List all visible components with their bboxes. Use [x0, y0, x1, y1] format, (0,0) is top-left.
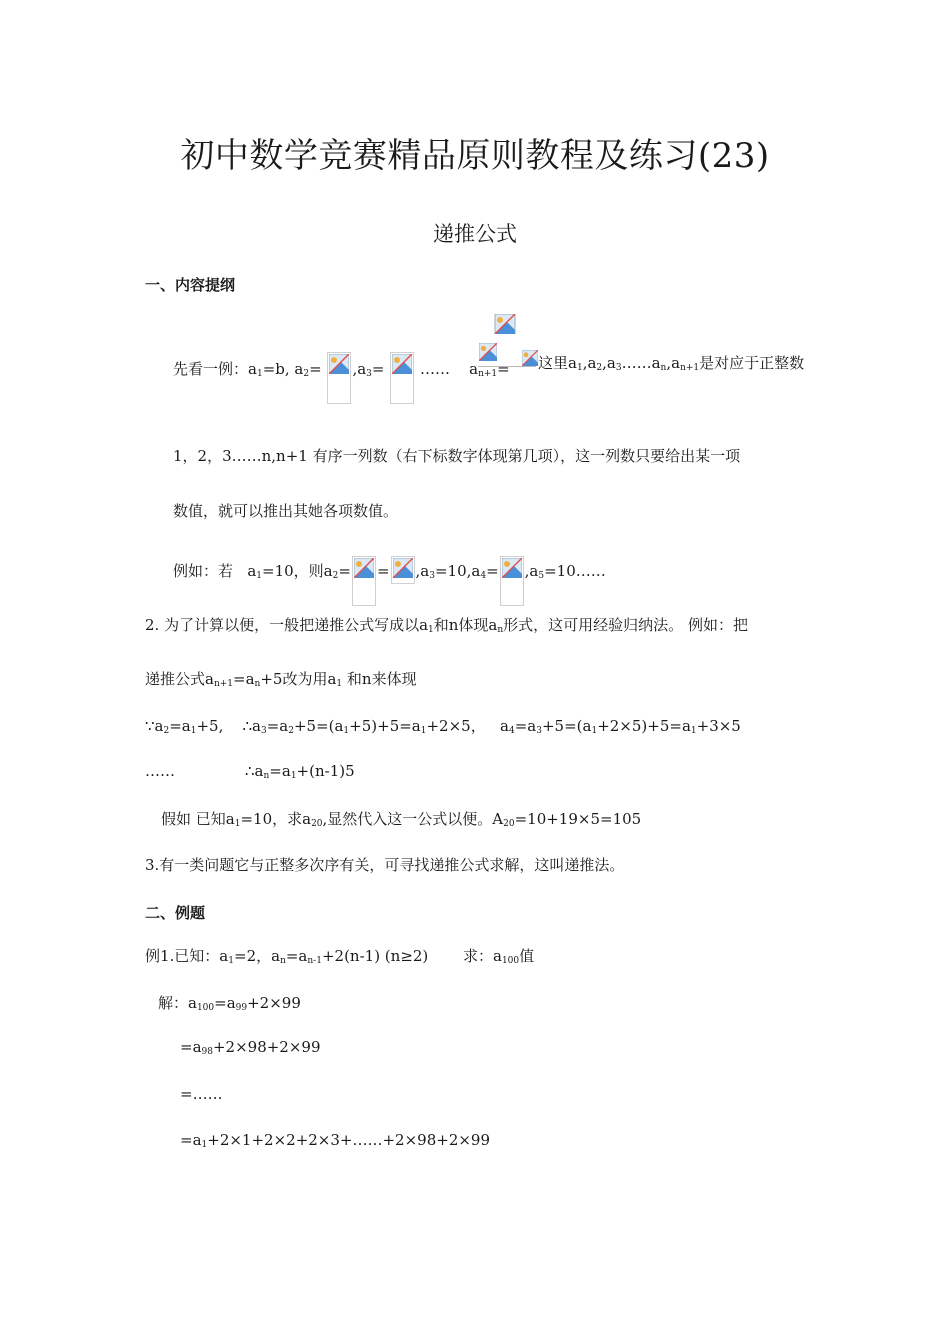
formula-line-2-dots: …… — [145, 762, 175, 780]
example-line: 例如：若 $a_1=10$，则$a_2=$ = $,a_3=10,a_4=$ $,a_5=10\dots\dots$ — [173, 556, 606, 606]
paragraph-2-line-1: 2. 为了计算以便，一般把递推公式写成以$a_1$和n体现$a_n$形式，这可用经验归纳法。 例如：把 — [145, 616, 748, 635]
example-1: 例1.已知：$a_1=2$，$a_n=a_{n-1}+2(n-1)$ (n≥2) — [145, 947, 429, 966]
broken-image-icon — [494, 314, 518, 336]
document-title: 初中数学竞赛精品原则教程及练习(23) — [180, 136, 770, 176]
solution-line-2: $=a_{98}+2\times 98+2\times 99$ — [180, 1038, 321, 1057]
broken-image-icon — [391, 556, 415, 584]
formula-line-1: $\because a_2=a_1+5$, $\therefore a_3=a_2+5=(a_1+5)+5=a_1+2\times 5$， $a_4=a_3+5=(a_1+2\times 5)+5=a_1+3\times 5$ — [145, 717, 741, 736]
formula-line-3: 假如 已知$a_1=10$，求$a_{20}$,显然代入这一公式以便。$A_{20}=10+19\times 5=105$ — [161, 810, 642, 829]
broken-image-icon — [352, 556, 376, 606]
broken-image-icon — [479, 343, 503, 365]
broken-image-icon — [500, 556, 524, 606]
intro-line: 先看一例：$a_1=b$, $a_2=$ $,a_3=$ …… $a_{n+1}=$ — [173, 352, 510, 404]
section-heading-outline: 一、内容提纲 — [145, 276, 236, 294]
paragraph-2-line-2: 递推公式$a_{n+1}=a_n+5$改为用$a_1$ 和n来体现 — [145, 670, 417, 689]
paragraph-3: 3.有一类问题它与正整多次序有关，可寻找递推公式求解，这叫递推法。 — [145, 856, 625, 874]
example-1-question: 求：$a_{100}$值 — [463, 947, 535, 966]
section-heading-examples: 二、例题 — [145, 904, 206, 922]
intro-line-3: 数值，就可以推出其她各项数值。 — [173, 502, 399, 520]
solution-line-3: =…… — [180, 1085, 223, 1103]
broken-image-icon — [390, 352, 414, 404]
intro-line-2: 1，2，3……n,n+1 有序一列数（右下标数字体现第几项），这一列数只要给出某一项 — [173, 447, 741, 465]
document-subtitle: 递推公式 — [433, 222, 517, 246]
intro-line-cont: 这里$a_1,a_2,a_3\dots\dots a_n,a_{n+1}$是对应于正整数 — [538, 354, 805, 373]
formula-line-2: $\therefore a_n=a_1+(n-1)5$ — [245, 762, 355, 781]
solution-line-4: $=a_1+2\times 1+2\times 2+2\times 3+\dots\dots+2\times 98+2\times 99$ — [180, 1131, 491, 1150]
broken-image-icon — [327, 352, 351, 404]
solution-line-1: 解：$a_{100}=a_{99}+2\times 99$ — [158, 994, 301, 1013]
